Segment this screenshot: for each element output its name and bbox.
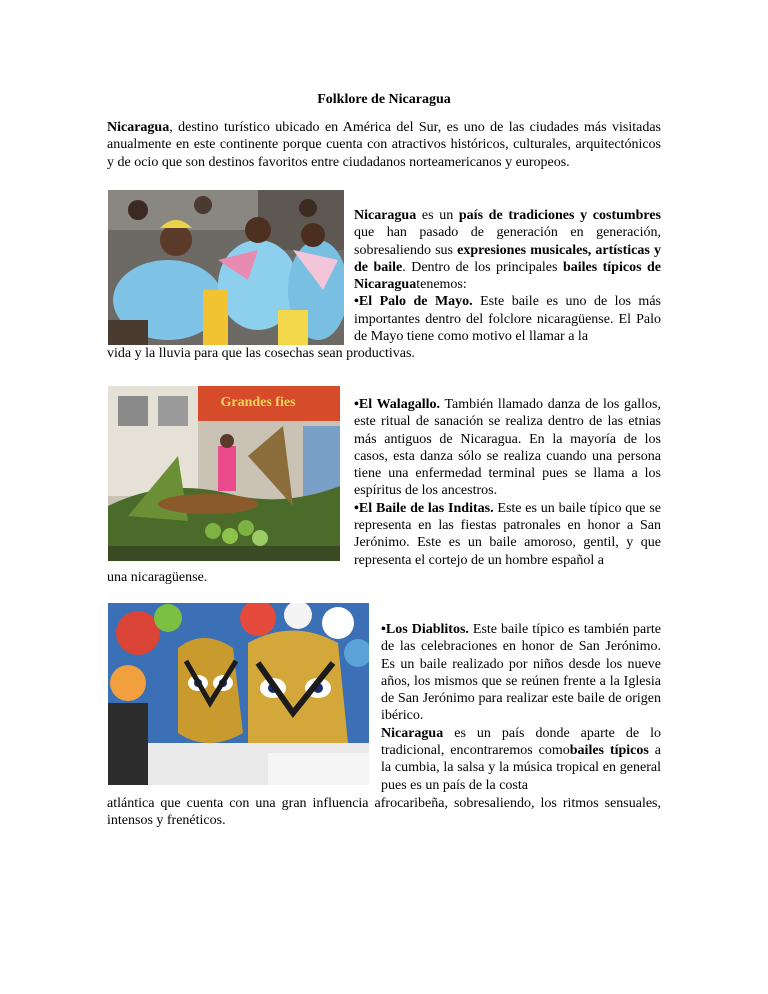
s1-text-3: . Dentro de los principales xyxy=(402,259,563,275)
s3-text-3: a la cumbia, la salsa y la música tropical en general pues es un país de la costa xyxy=(381,743,661,793)
s2-text-1: También llamado danza de los gallos, este ritual de sanación se realiza dentro de las etnias más antiguos de Nicaragua. En la mayoría de los casos, esta danza sólo se realiza cuando una persona tiene una enfermedad terminal pues se llama a los espíritus de los ancestros. xyxy=(354,397,661,499)
s2-bold-walagallo: •El Walagallo. xyxy=(354,397,440,412)
section2-wrapped-text xyxy=(354,396,661,569)
s3-text-1: Este baile típico es también parte de las celebraciones en honor de San Jerónimo. Es un baile realizado por niños desde los nueve años, los mismos que se reúnen frente a la Iglesia de San Jerónimo para realizar este baile de origen ibérico. xyxy=(381,622,661,724)
intro-bold-nicaragua: Nicaragua xyxy=(107,120,170,135)
s3-text-2: es un país donde aparte de lo tradicional, encontraremos como xyxy=(381,725,661,759)
document-title: Folklore de Nicaragua xyxy=(317,92,451,107)
s3-bold-nicaragua: Nicaragua xyxy=(381,725,444,741)
section2-tail: una nicaragüense. xyxy=(107,570,208,585)
s2-bold-inditas: •El Baile de las Inditas. xyxy=(354,500,494,516)
s1-bold-nicaragua: Nicaragua xyxy=(354,208,417,223)
s1-bold-palo-de-mayo: •El Palo de Mayo. xyxy=(354,294,473,310)
photo-walagallo-parade xyxy=(108,386,340,561)
section1-tail: vida y la lluvia para que las cosechas sean productivas. xyxy=(107,346,415,361)
s1-bold-bailes: bailes típicos de Nicaragua xyxy=(354,259,661,293)
s1-bold-pais: país de tradiciones y costumbres xyxy=(458,208,661,223)
intro-text: , destino turístico ubicado en América del Sur, es uno de las ciudades más visitadas anualmente en este continente porque cuenta con atractivos históricos, culturales, arquitectónicos y de ocio que son destinos favoritos entre ciudadanos norteamericanos y europeos. xyxy=(107,120,661,170)
s3-bold-bailes-tipicos: bailes típicos xyxy=(569,743,649,759)
s2-text-2: Este es un baile típico que se representa en las fiestas patronales en honor a San Jerónimo. Este es un baile amoroso, gentil, y que representa el cortejo de un hombre español a xyxy=(354,500,661,568)
photo-palo-de-mayo-dancers xyxy=(108,190,344,345)
s1-text-1: es un xyxy=(416,208,459,223)
section1-wrapped-text xyxy=(354,207,661,345)
s1-text-5: Este baile es uno de los más importantes dentro del folclore nicaragüense. El Palo de Mayo tiene como motivo el llamar a la xyxy=(354,294,661,345)
section3-tail: atlántica que cuenta con una gran influencia afrocaribeña, sobresaliendo, los ritmos sensuales, intensos y frenéticos. xyxy=(107,796,661,829)
photo2-sign-text: Grandes fies xyxy=(220,395,296,410)
s1-bold-expresiones: expresiones musicales, artísticas y de baile xyxy=(354,242,661,275)
s1-text-2: que han pasado de generación en generación, sobresaliendo sus xyxy=(354,225,661,258)
s1-text-4: tenemos: xyxy=(416,277,467,293)
photo-diablitos-masks xyxy=(108,603,369,785)
section3-wrapped-text xyxy=(381,621,661,794)
intro-paragraph xyxy=(107,119,661,171)
s3-bold-diablitos: •Los Diablitos. xyxy=(381,622,469,637)
